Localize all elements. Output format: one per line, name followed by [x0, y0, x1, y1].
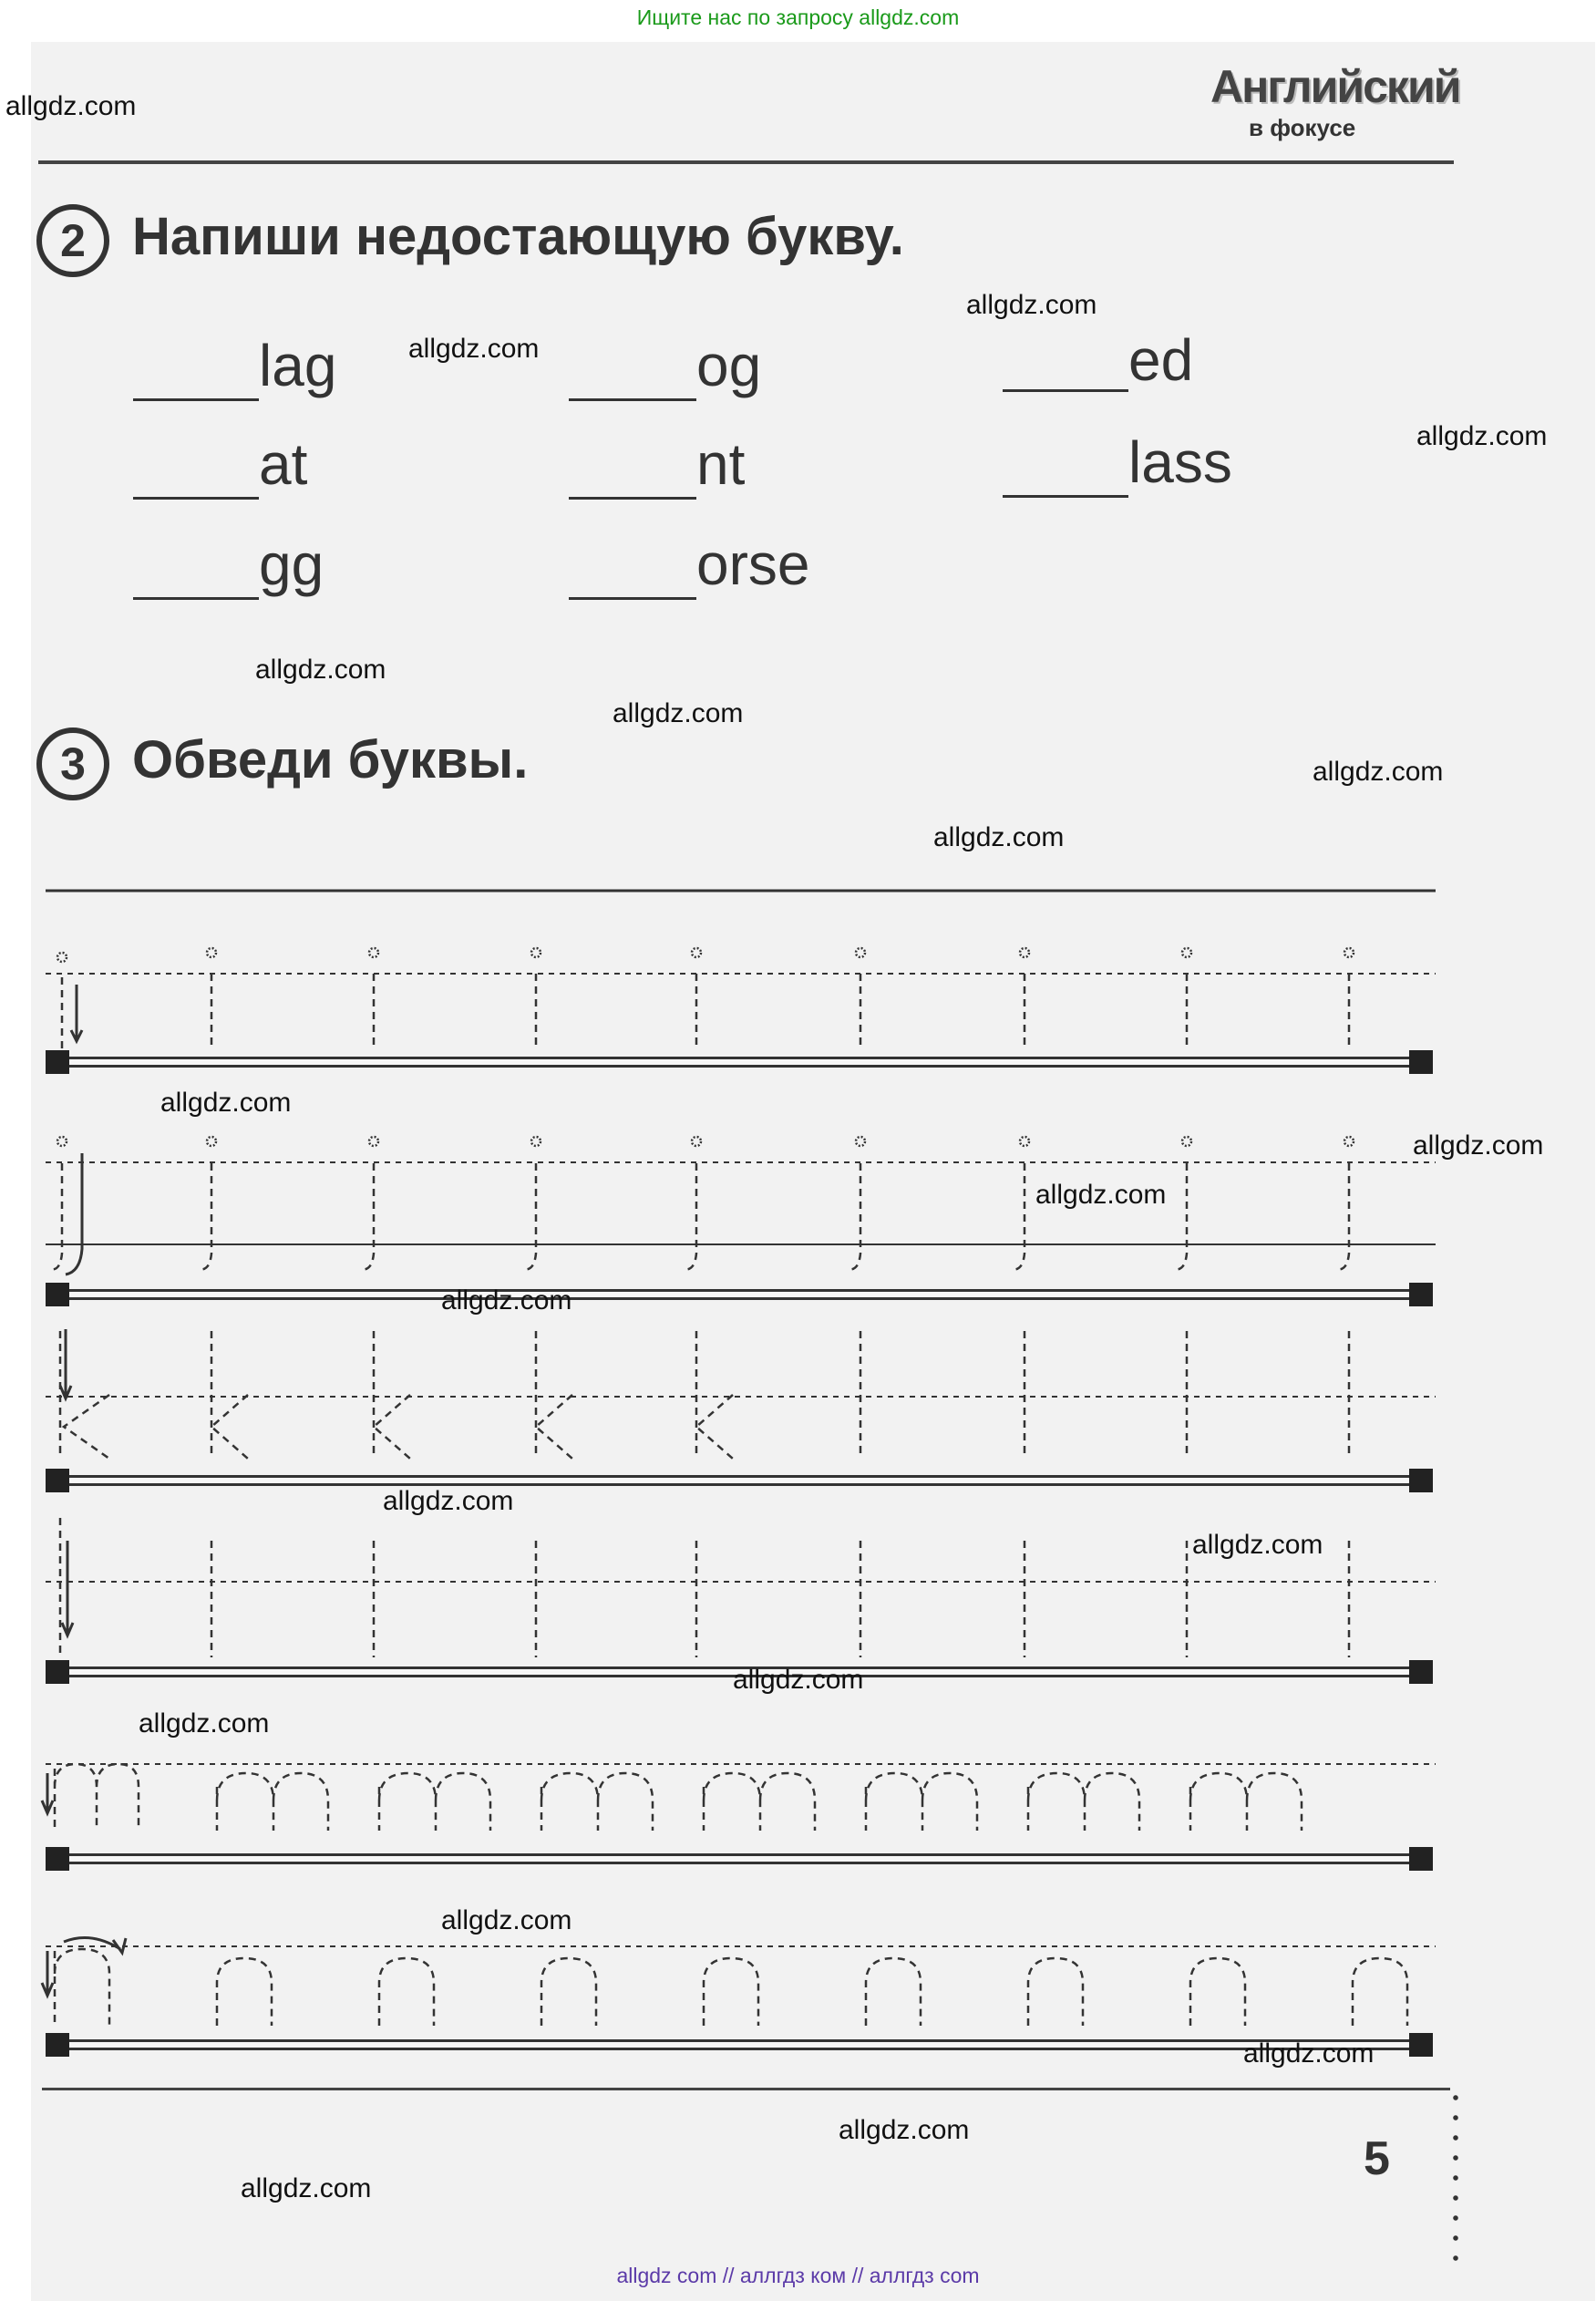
exercise-3-title: Обведи буквы.: [132, 730, 529, 789]
word-fragment: lass: [1128, 429, 1232, 495]
top-banner: Ищите нас по запросу allgdz.com: [636, 5, 960, 29]
watermark: allgdz.com: [933, 822, 1065, 852]
watermark: allgdz.com: [1416, 421, 1548, 451]
word-fragment: nt: [696, 431, 746, 497]
watermark: allgdz.com: [613, 698, 744, 728]
watermark: allgdz.com: [255, 655, 386, 685]
watermark: allgdz.com: [966, 290, 1097, 320]
bottom-footer: allgdz com // аллгдз ком // аллгдз com: [616, 2264, 980, 2287]
tracing-row-k: [60, 1329, 1349, 1459]
baseline-endcap: [46, 2033, 69, 2057]
word-fragment: at: [259, 431, 308, 497]
row-baseline: [46, 1289, 1431, 1300]
watermark: allgdz.com: [441, 1905, 572, 1935]
exercise-2-number: 2: [36, 204, 109, 277]
watermark: allgdz.com: [441, 1285, 572, 1316]
watermark: allgdz.com: [1192, 1530, 1323, 1560]
footer-rule: [42, 2088, 1450, 2090]
page-number: 5: [1364, 2132, 1390, 2185]
baseline-endcap: [1409, 1050, 1433, 1074]
tracing-row-i: [57, 948, 1354, 1048]
exercise-3-number: 3: [36, 727, 109, 800]
row-baseline: [46, 1057, 1431, 1068]
watermark: allgdz.com: [383, 1486, 514, 1516]
word-fragment: gg: [259, 531, 324, 597]
logo-subtitle: в фокусе: [1249, 114, 1356, 141]
watermark: allgdz.com: [1035, 1180, 1167, 1210]
watermark: allgdz.com: [1243, 2038, 1375, 2069]
watermark: allgdz.com: [1313, 757, 1444, 787]
baseline-endcap: [1409, 1469, 1433, 1492]
watermark: allgdz.com: [160, 1088, 292, 1118]
word-fragment: og: [696, 333, 762, 398]
tracing-row-n: [42, 1938, 1407, 2027]
tracing-row-l: [60, 1518, 1349, 1657]
word-fragment: lag: [259, 333, 337, 398]
exercise-2-title: Напиши недостающую букву.: [132, 207, 904, 266]
logo-title: Английский: [1210, 61, 1460, 112]
baseline-endcap: [46, 1660, 69, 1684]
tracing-row-m: [42, 1764, 1302, 1831]
baseline-endcap: [46, 1469, 69, 1492]
row-baseline: [46, 1853, 1431, 1864]
baseline-endcap: [46, 1847, 69, 1871]
page-edge-dots: [1453, 2088, 1458, 2261]
watermark: allgdz.com: [1413, 1130, 1544, 1161]
baseline-endcap: [1409, 1847, 1433, 1871]
baseline-endcap: [1409, 2033, 1433, 2057]
watermark: allgdz.com: [839, 2115, 970, 2145]
row-baseline: [46, 1475, 1431, 1486]
watermark: allgdz.com: [139, 1708, 270, 1739]
word-fragment: orse: [696, 531, 810, 597]
row-baseline: [46, 2039, 1431, 2050]
baseline-endcap: [46, 1050, 69, 1074]
baseline-endcap: [1409, 1660, 1433, 1684]
watermark: allgdz.com: [733, 1665, 864, 1695]
watermark: allgdz.com: [5, 91, 137, 121]
baseline-endcap: [46, 1283, 69, 1306]
word-fragment: ed: [1128, 327, 1194, 393]
watermark: allgdz.com: [241, 2173, 372, 2203]
watermark: allgdz.com: [408, 334, 540, 364]
baseline-endcap: [1409, 1283, 1433, 1306]
